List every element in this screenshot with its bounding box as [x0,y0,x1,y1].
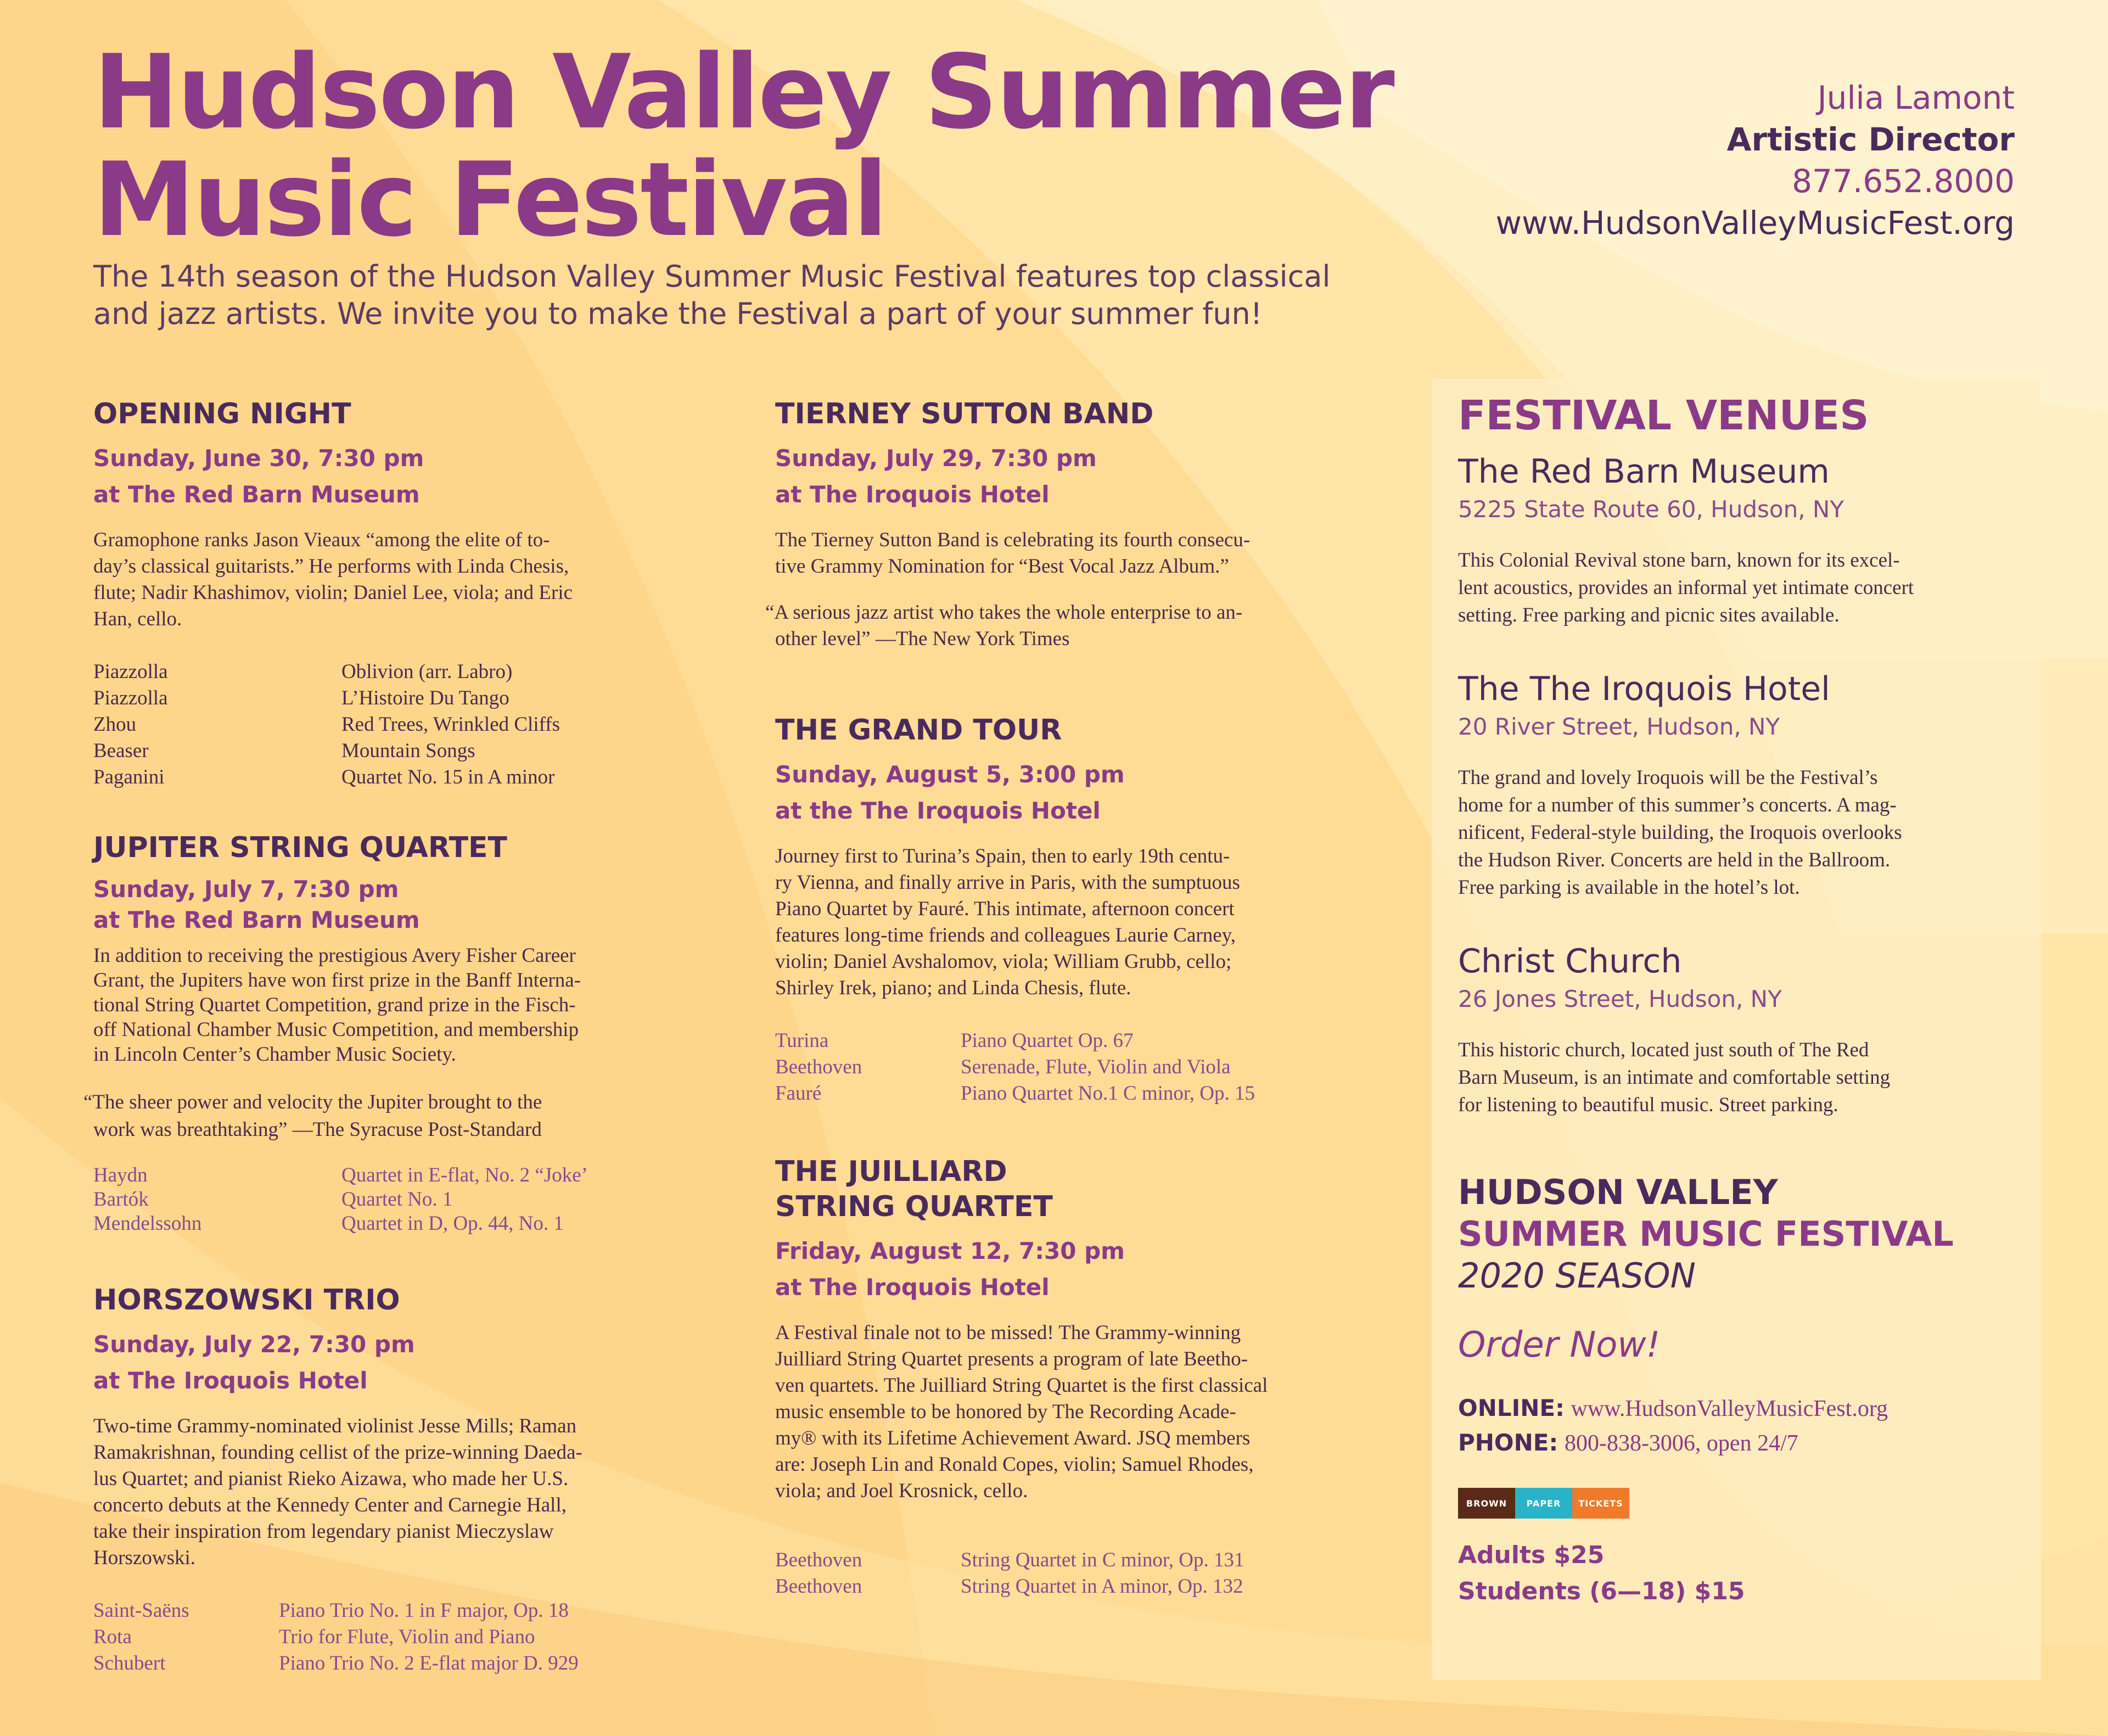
desc-line: in Lincoln Center’s Chamber Music Society. [93,1043,456,1066]
work: String Quartet in C minor, Op. 131 [961,1549,1244,1571]
event-venue: at The Iroquois Hotel [775,1274,1050,1301]
desc-line: day’s classical guitarists.” He performs with Linda Chesis, [93,555,569,578]
work: Trio for Flute, Violin and Piano [279,1626,535,1648]
event-program [93,659,675,791]
desc-line: tional String Quartet Competition, grand prize in the Fisch- [93,994,576,1016]
event-description [93,943,675,1067]
event-jupiter-string-quartet [83,830,675,1236]
composer: Fauré [775,1082,822,1105]
program-row [93,764,675,791]
program-row [775,1080,1357,1107]
event-title: OPENING NIGHT [93,397,351,430]
event-date: Friday, August 12, 7:30 pm [775,1237,1125,1264]
desc-line: the Hudson River. Concerts are held in the Ballroom. [1458,849,1891,871]
title-line-2: Music Festival [93,140,887,259]
composer: Rota [93,1626,132,1648]
season-block [1458,1172,2029,1297]
composer: Beethoven [775,1056,862,1078]
quote-line: “The sheer power and velocity the Jupiter brought to the [83,1091,542,1113]
quote-line: “A serious jazz artist who takes the whole enterprise to an- [765,601,1243,624]
work: Piano Quartet No.1 C minor, Op. 15 [961,1082,1255,1105]
program-row [93,1212,675,1236]
desc-line: In addition to receiving the prestigious Avery Fisher Career [93,944,576,967]
order-contacts [1458,1391,2029,1460]
season-line-2: SUMMER MUSIC FESTIVAL [1458,1214,1954,1254]
event-horszowski-trio [93,1283,675,1677]
program-row [775,1547,1357,1573]
intro-line: and jazz artists. We invite you to make the Festival a part of your summer fun! [93,296,1263,331]
event-grand-tour [775,713,1357,1107]
work: Oblivion (arr. Labro) [341,660,513,683]
work: Piano Trio No. 2 E-flat major D. 929 [279,1652,579,1675]
season-line-3: 2020 SEASON [1458,1256,1696,1296]
desc-line: Shirley Irek, piano; and Linda Chesis, flute. [775,977,1131,999]
intro-text [93,258,1356,333]
event-description [775,527,1357,580]
desc-line: Journey first to Turina’s Spain, then to early 19th centu- [775,845,1230,867]
event-program [93,1598,675,1677]
event-date: Sunday, August 5, 3:00 pm [775,761,1125,788]
event-tierney-sutton-band [765,396,1357,652]
desc-line: The Tierney Sutton Band is celebrating its fourth consecu- [775,529,1251,551]
event-program [775,1547,1357,1600]
event-description [93,1413,675,1571]
program-row [775,1573,1357,1600]
online-label: ONLINE: [1458,1395,1565,1421]
event-description [775,1320,1357,1504]
program-row [93,1188,675,1212]
desc-line: Han, cello. [93,608,182,630]
program-row [93,1163,675,1188]
event-program [775,1028,1357,1107]
desc-line: are: Joseph Lin and Ronald Copes, violin; Samuel Rhodes, [775,1453,1254,1476]
program-row [775,1028,1357,1054]
composer: Paganini [93,766,165,788]
desc-line: home for a number of this summer’s concerts. A mag- [1458,794,1897,816]
work: Quartet in D, Op. 44, No. 1 [341,1212,564,1235]
desc-line: music ensemble to be honored by The Recording Acade- [775,1401,1236,1423]
brown-paper-tickets-logo[interactable] [1458,1488,1629,1519]
event-title: HORSZOWSKI TRIO [93,1284,400,1317]
desc-line: Grant, the Jupiters have won first prize in the Banff Interna- [93,969,581,992]
program-row [93,1624,675,1650]
work: Quartet No. 15 in A minor [341,766,555,788]
venue-address: 5225 State Route 60, Hudson, NY [1458,496,1844,523]
program-row [93,1650,675,1677]
desc-line: tive Grammy Nomination for “Best Vocal Jazz Album.” [775,555,1229,578]
venue-red-barn [1458,450,2029,629]
composer: Piazzolla [93,660,168,683]
intro-line: The 14th season of the Hudson Valley Summer Music Festival features top classical [93,259,1331,294]
price-adults: Adults $25 [1458,1541,1605,1569]
phone-line [1458,1426,2029,1460]
desc-line: The grand and lovely Iroquois will be the Festival’s [1458,766,1878,789]
event-date: Sunday, July 7, 7:30 pm [93,876,399,903]
desc-line: Piano Quartet by Fauré. This intimate, afternoon concert [775,898,1235,920]
desc-line: lent acoustics, provides an informal yet intimate concert [1458,576,1914,599]
work: L’Histoire Du Tango [341,687,509,709]
event-quote [83,1089,675,1144]
program-row [93,712,675,738]
desc-line: take their inspiration from legendary pianist Mieczyslaw [93,1520,554,1543]
contact-name: Julia Lamont [1817,79,2015,116]
composer: Turina [775,1029,829,1052]
logo-segment: PAPER [1515,1488,1572,1519]
contact-website[interactable]: www.HudsonValleyMusicFest.org [1495,204,2015,242]
quote-line: work was breathtaking” —The Syracuse Post-Standard [93,1118,542,1141]
venue-address: 26 Jones Street, Hudson, NY [1458,985,1782,1012]
title-line: STRING QUARTET [775,1190,1053,1223]
composer: Mendelssohn [93,1212,202,1235]
desc-line: ven quartets. The Juilliard String Quartet is the first classical [775,1374,1268,1397]
work: Quartet No. 1 [341,1188,453,1211]
event-description [775,843,1357,1001]
composer: Schubert [93,1652,166,1675]
online-link[interactable]: www.HudsonValleyMusicFest.org [1571,1396,1888,1421]
event-quote [765,600,1357,652]
composer: Saint-Saëns [93,1599,189,1622]
event-date: Sunday, June 30, 7:30 pm [93,445,424,472]
event-title: THE GRAND TOUR [775,714,1062,747]
venue-address: 20 River Street, Hudson, NY [1458,713,1780,740]
desc-line: A Festival finale not to be missed! The Grammy-winning [775,1321,1241,1344]
event-title: TIERNEY SUTTON BAND [775,397,1154,430]
season-line-1: HUDSON VALLEY [1458,1172,1778,1212]
desc-line: viola; and Joel Krosnick, cello. [775,1480,1028,1502]
desc-line: setting. Free parking and picnic sites available. [1458,604,1840,626]
festival-title [93,32,1411,259]
composer: Zhou [93,713,137,736]
desc-line: Barn Museum, is an intimate and comfortable setting [1458,1066,1891,1089]
venue-iroquois [1458,668,2029,901]
contact-block [1246,77,2015,244]
composer: Beethoven [775,1575,862,1598]
venue-description [1458,1037,2029,1119]
online-line [1458,1391,2029,1426]
event-description [93,527,675,632]
composer: Beaser [93,740,149,762]
event-opening-night [93,396,675,791]
work: Red Trees, Wrinkled Cliffs [341,713,560,736]
event-juilliard-string-quartet [775,1154,1357,1600]
venue-name: The Red Barn Museum [1458,452,1830,491]
desc-line: Ramakrishnan, founding cellist of the prize-winning Daeda- [93,1441,582,1464]
program-row [93,685,675,712]
desc-line: concerto debuts at the Kennedy Center and Carnegie Hall, [93,1494,567,1516]
composer: Piazzolla [93,687,168,709]
desc-line: for listening to beautiful music. Street parking. [1458,1094,1838,1116]
composer: Beethoven [775,1549,862,1571]
venues-heading: FESTIVAL VENUES [1458,392,1869,439]
event-venue: at The Iroquois Hotel [775,481,1050,508]
logo-segment: BROWN [1458,1488,1515,1519]
composer: Bartók [93,1188,149,1211]
program-row [775,1054,1357,1080]
desc-line: This historic church, located just south of The Red [1458,1039,1869,1061]
venue-description [1458,547,2029,629]
desc-line: Two-time Grammy-nominated violinist Jesse Mills; Raman [93,1415,577,1437]
work: Serenade, Flute, Violin and Viola [961,1056,1231,1078]
title-line-1: Hudson Valley Summer [93,32,1393,152]
contact-role: Artistic Director [1726,121,2015,158]
desc-line: lus Quartet; and pianist Rieko Aizawa, who made her U.S. [93,1468,569,1490]
venue-description [1458,764,2029,901]
program-row [93,738,675,764]
desc-line: violin; Daniel Avshalomov, viola; William Grubb, cello; [775,950,1232,973]
venue-name: The The Iroquois Hotel [1458,670,1830,708]
program-row [93,659,675,685]
desc-line: This Colonial Revival stone barn, known for its excel- [1458,549,1900,572]
program-row [93,1598,675,1624]
event-date: Sunday, July 22, 7:30 pm [93,1331,415,1358]
work: Quartet in E-flat, No. 2 “Joke’ [341,1164,588,1186]
event-program [93,1163,675,1236]
event-date: Sunday, July 29, 7:30 pm [775,445,1097,472]
desc-line: Gramophone ranks Jason Vieaux “among the elite of to- [93,529,550,551]
event-venue: at The Red Barn Museum [93,906,420,933]
desc-line: Juilliard String Quartet presents a program of late Beetho- [775,1348,1248,1370]
desc-line: features long-time friends and colleagues Laurie Carney, [775,924,1236,947]
desc-line: flute; Nadir Khashimov, violin; Daniel Lee, viola; and Eric [93,581,573,604]
work: Piano Quartet Op. 67 [961,1029,1134,1052]
venues-section [1458,391,2029,1610]
phone-number[interactable]: 800-838-3006, open 24/7 [1564,1431,1798,1456]
desc-line: off National Chamber Music Competition, and membership [93,1018,579,1041]
desc-line: Horszowski. [93,1547,196,1569]
desc-line: nificent, Federal-style building, the Iroquois overlooks [1458,821,1902,844]
event-title: JUPITER STRING QUARTET [93,831,508,864]
desc-line: Free parking is available in the hotel’s lot. [1458,876,1800,899]
event-title [775,1154,1357,1224]
prices [1458,1537,2029,1610]
title-line: THE JUILLIARD [775,1155,1007,1188]
contact-phone[interactable]: 877.652.8000 [1792,163,2015,200]
quote-line: other level” —The New York Times [775,628,1070,650]
phone-label: PHONE: [1458,1429,1558,1456]
work: Piano Trio No. 1 in F major, Op. 18 [279,1599,569,1622]
price-students: Students (6—18) $15 [1458,1577,1745,1605]
order-now[interactable]: Order Now! [1458,1325,1661,1365]
work: Mountain Songs [341,740,475,762]
event-venue: at The Red Barn Museum [93,481,420,508]
event-venue: at the The Iroquois Hotel [775,797,1101,824]
venue-name: Christ Church [1458,942,1682,981]
event-venue: at The Iroquois Hotel [93,1367,368,1394]
logo-segment: TICKETS [1572,1488,1629,1519]
work: String Quartet in A minor, Op. 132 [961,1575,1243,1598]
desc-line: ry Vienna, and finally arrive in Paris, with the sumptuous [775,871,1240,894]
venue-christ-church [1458,940,2029,1119]
desc-line: my® with its Lifetime Achievement Award. JSQ members [775,1427,1251,1449]
composer: Haydn [93,1164,148,1186]
